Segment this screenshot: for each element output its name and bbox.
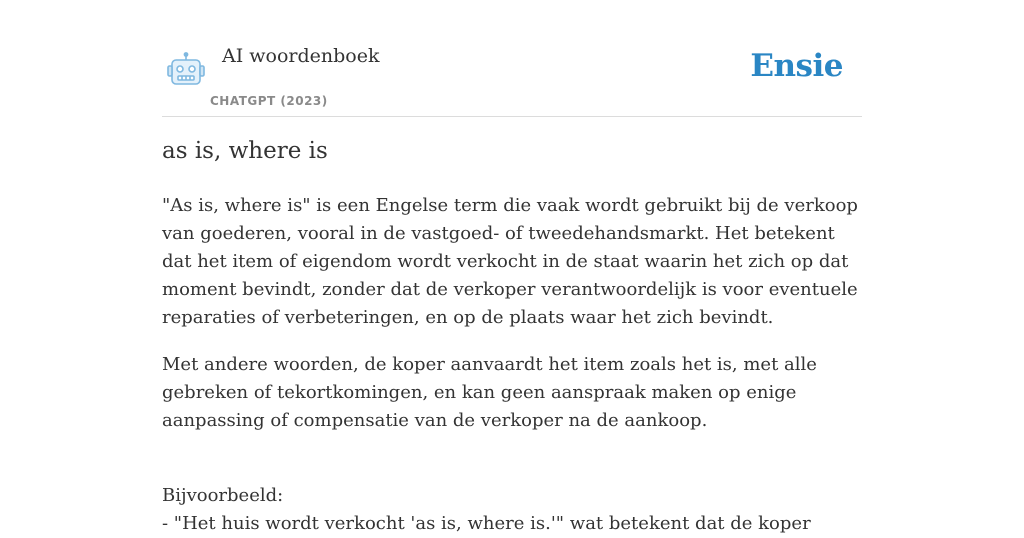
ensie-logo-link[interactable]: Ensie: [750, 48, 843, 84]
entry-definition: [162, 192, 862, 538]
entry-term: as is, where is: [162, 138, 328, 164]
dictionary-title[interactable]: AI woordenboek: [222, 45, 380, 67]
header: [162, 0, 862, 117]
example-line: - "Het huis wordt verkocht 'as is, where is.'" wat betekent dat de koper: [162, 513, 811, 534]
page: [162, 0, 862, 534]
definition-paragraph-2: Met andere woorden, de koper aanvaardt het item zoals het is, met alle gebreken of tekortkomingen, en kan geen aanspraak maken op enige aanpassing of compensatie van de verkoper na de aankoop.: [162, 354, 817, 431]
definition-paragraph-1: "As is, where is" is een Engelse term die vaak wordt gebruikt bij de verkoop van goederen, vooral in de vastgoed- of tweedehandsmarkt. Het betekent dat het item of eigendom wordt verkocht in de staat waarin het zich op dat moment bevindt, zonder dat de verkoper verantwoordelijk is voor eventuele reparaties of verbeteringen, en op de plaats waar het zich bevindt.: [162, 195, 858, 328]
blank-line: [162, 454, 862, 482]
dictionary-source: CHATGPT (2023): [210, 94, 328, 108]
example-heading: Bijvoorbeeld:: [162, 485, 284, 506]
robot-icon: [166, 52, 206, 90]
